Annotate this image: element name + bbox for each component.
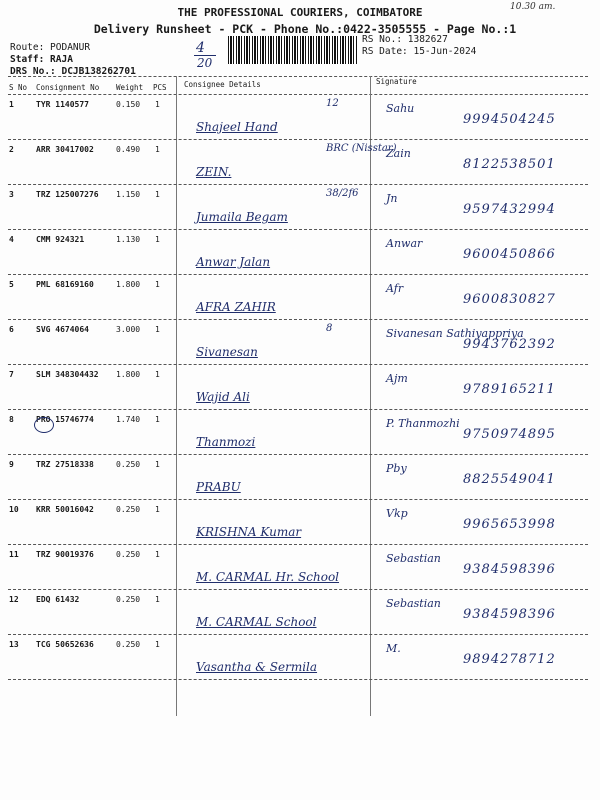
row-sno: 9 [9,460,14,469]
pro-circle-mark [34,417,54,433]
row-sno: 2 [9,145,14,154]
table-row [8,636,590,680]
table-header-rule [8,94,588,95]
recipient-signature: Sebastian [386,552,441,565]
table-row [8,366,590,410]
barcode [228,36,358,64]
recipient-phone: 8825549041 [463,472,556,487]
consignee-name: Jumaila Begam [196,210,288,224]
row-sno: 1 [9,100,14,109]
row-divider [8,139,588,140]
row-pcs: 1 [155,595,160,604]
table-row [8,501,590,545]
row-weight: 0.250 [116,460,141,469]
row-sno: 12 [9,595,19,604]
row-divider [8,589,588,590]
row-divider [8,319,588,320]
recipient-phone: 9384598396 [463,607,556,622]
recipient-signature: Vkp [386,507,408,520]
handwritten-count-top: 4 [196,40,205,56]
consignee-name: Sivanesan [196,345,258,359]
row-consignment-no: SVG 4674064 [36,325,89,334]
row-weight: 1.740 [116,415,141,424]
row-divider [8,409,588,410]
recipient-phone: 9943762392 [463,337,556,352]
recipient-signature: Sahu [386,102,415,115]
row-pcs: 1 [155,415,160,424]
row-weight: 3.000 [116,325,141,334]
runsheet-subtitle: Delivery Runsheet - PCK - Phone No.:0422-3505555 - Page No.:1 [93,22,517,36]
row-sno: 6 [9,325,14,334]
row-consignment-no: PML 68169160 [36,280,94,289]
recipient-signature: Anwar [386,237,423,250]
row-divider [8,499,588,500]
row-weight: 0.150 [116,100,141,109]
row-sno: 13 [9,640,19,649]
table-row [8,411,590,455]
col-sno: S No [9,83,28,92]
recipient-signature: Afr [386,282,404,295]
recipient-phone: 9600450866 [463,247,556,262]
row-sno: 3 [9,190,14,199]
col-consignee: Consignee Details [184,80,261,89]
row-sno: 11 [9,550,19,559]
recipient-phone: 9597432994 [463,202,556,217]
consignee-name: Anwar Jalan [196,255,271,269]
row-divider [8,454,588,455]
row-weight: 0.250 [116,640,141,649]
row-weight: 0.250 [116,550,141,559]
table-row [8,276,590,320]
row-consignment-no: ARR 30417002 [36,145,94,154]
recipient-phone: 8122538501 [463,157,556,172]
col-consignment: Consignment No [36,83,100,92]
row-weight: 0.490 [116,145,141,154]
consignee-note: 38/2f6 [326,188,359,199]
recipient-phone: 9384598396 [463,562,556,577]
row-consignment-no: TYR 1140577 [36,100,89,109]
consignee-name: Shajeel Hand [196,120,278,134]
consignee-name: AFRA ZAHIR [196,300,276,314]
row-pcs: 1 [155,370,160,379]
row-weight: 1.800 [116,370,141,379]
row-consignment-no: TCG 50652636 [36,640,94,649]
row-divider [8,364,588,365]
recipient-signature: Sebastian [386,597,441,610]
consignee-note: 8 [326,323,333,334]
staff-label: Staff: RAJA [10,54,73,65]
recipient-phone: 9994504245 [463,112,556,127]
recipient-signature: Ajm [386,372,408,385]
recipient-phone: 9965653998 [463,517,556,532]
consignee-name: Vasantha & Sermila [196,660,318,674]
row-sno: 10 [9,505,19,514]
drs-number: DRS No.: DCJB138262701 [10,66,136,77]
row-divider [8,274,588,275]
row-consignment-no: KRR 50016042 [36,505,94,514]
rs-number: RS No.: 1382627 [362,34,448,45]
consignee-note: BRC (Nisstar) [326,143,397,154]
table-row [8,186,590,230]
recipient-phone: 9789165211 [463,382,556,397]
table-row [8,96,590,140]
row-weight: 0.250 [116,505,141,514]
col-signature: Signature [376,77,417,86]
row-consignment-no: TRZ 90019376 [36,550,94,559]
recipient-signature: Zain [386,147,411,160]
row-divider [8,679,588,680]
consignee-name: Wajid Ali [196,390,250,404]
row-sno: 8 [9,415,14,424]
row-sno: 4 [9,235,14,244]
table-row [8,231,590,275]
row-weight: 1.800 [116,280,141,289]
recipient-phone: 9750974895 [463,427,556,442]
row-consignment-no: SLM 348304432 [36,370,99,379]
table-header [8,79,590,93]
row-pcs: 1 [155,145,160,154]
col-weight: Weight [116,83,144,92]
page-title: THE PROFESSIONAL COURIERS, COIMBATORE [177,6,423,19]
recipient-signature: P. Thanmozhi [386,417,460,430]
consignee-name: PRABU [196,480,241,494]
row-divider [8,229,588,230]
consignee-name: ZEIN. [196,165,232,179]
consignee-name: KRISHNA Kumar [196,525,302,539]
recipient-signature: Jn [386,192,398,205]
row-weight: 1.150 [116,190,141,199]
row-divider [8,184,588,185]
recipient-phone: 9600830827 [463,292,556,307]
row-divider [8,544,588,545]
row-pcs: 1 [155,550,160,559]
row-consignment-no: TRZ 125007276 [36,190,99,199]
row-weight: 0.250 [116,595,141,604]
handwritten-time-note: 10.30 am. [510,2,556,12]
row-pcs: 1 [155,640,160,649]
recipient-signature: Sivanesan Sathiyappriya [386,327,524,340]
route-label: Route: PODANUR [10,42,91,53]
row-consignment-no: PRO 15746774 [36,415,94,424]
consignee-name: M. CARMAL School [196,615,317,629]
row-pcs: 1 [155,100,160,109]
row-pcs: 1 [155,460,160,469]
table-row [8,591,590,635]
row-weight: 1.130 [116,235,141,244]
row-pcs: 1 [155,190,160,199]
row-consignment-no: CMM 924321 [36,235,85,244]
table-row [8,321,590,365]
rs-date: RS Date: 15-Jun-2024 [362,46,477,57]
row-pcs: 1 [155,280,160,289]
row-consignment-no: EDQ 61432 [36,595,80,604]
col-pcs: PCS [153,83,167,92]
row-pcs: 1 [155,325,160,334]
row-pcs: 1 [155,235,160,244]
row-sno: 7 [9,370,14,379]
consignee-note: 12 [326,98,339,109]
recipient-signature: Pby [386,462,407,475]
consignee-name: Thanmozi [196,435,256,449]
row-consignment-no: TRZ 27518338 [36,460,94,469]
consignee-name: M. CARMAL Hr. School [196,570,340,584]
table-top-rule [8,76,588,77]
table-row [8,546,590,590]
row-divider [8,634,588,635]
row-sno: 5 [9,280,14,289]
table-row [8,456,590,500]
recipient-phone: 9894278712 [463,652,556,667]
row-pcs: 1 [155,505,160,514]
handwritten-count-bottom: 20 [197,56,213,70]
table-row [8,141,590,185]
recipient-signature: M. [386,642,401,655]
